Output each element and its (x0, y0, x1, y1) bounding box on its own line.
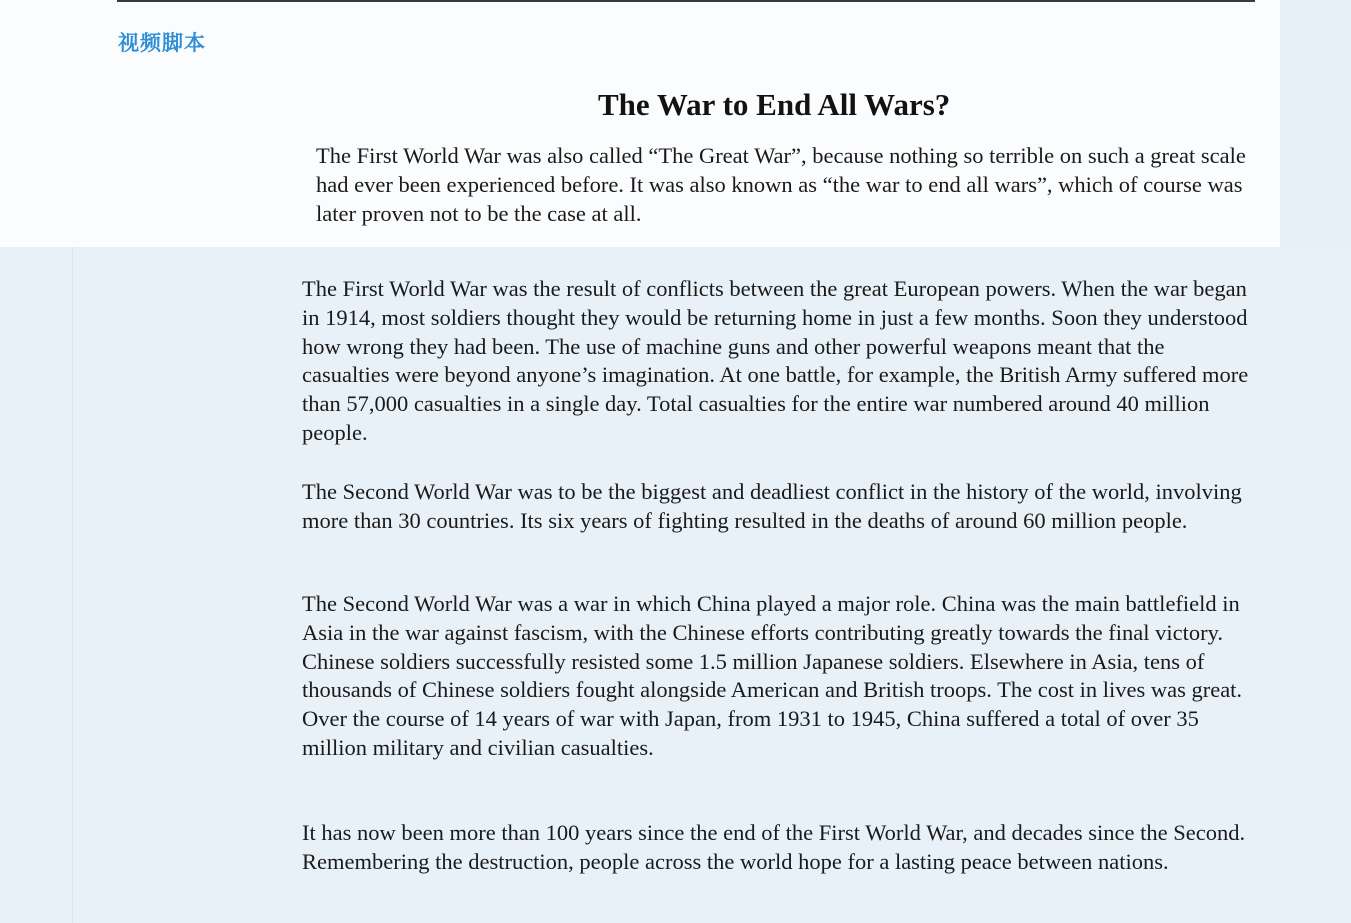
section-label: 视频脚本 (118, 31, 206, 55)
paragraph-first-world-war: The First World War was the result of conflicts between the great European powers. When the war began in 1914, most soldiers thought they would be returning home in just a few months. Soon they understood how wrong they had been. The use of machine guns and other powerful weapons meant that the casualties were beyond anyone’s imagination. At one battle, for example, the British Army suffered more than 57,000 casualties in a single day. Total casualties for the entire war numbered around 40 million people. (302, 276, 1249, 445)
page-edge (1280, 0, 1351, 247)
page-title: The War to End All Wars? (598, 87, 951, 122)
column-divider (72, 247, 73, 923)
paragraph-china-role: The Second World War was a war in which China played a major role. China was the main battlefield in Asia in the war against fascism, with the Chinese efforts contributing greatly towards the final victory. Chinese soldiers successfully resisted some 1.5 million Japanese soldiers. Elsewhere in Asia, tens of thousands of Chinese soldiers fought alongside American and British troops. The cost in lives was great. Over the course of 14 years of war with Japan, from 1931 to 1945, China suffered a total of over 35 million military and civilian casualties. (302, 591, 1243, 760)
paragraph-lasting-peace: It has now been more than 100 years since the end of the First World War, and decades since the Second. Remembering the destruction, people across the world hope for a lasting peace between nations. (302, 820, 1246, 874)
intro-paragraph: The First World War was also called “The Great War”, because nothing so terrible on such a great scale had ever been experienced before. It was also known as “the war to end all wars”, which of course was later proven not to be the case at all. (316, 143, 1246, 226)
top-rule (117, 0, 1255, 2)
paragraph-second-world-war: The Second World War was to be the biggest and deadliest conflict in the history of the world, involving more than 30 countries. Its six years of fighting resulted in the deaths of around 60 million people. (302, 479, 1242, 533)
